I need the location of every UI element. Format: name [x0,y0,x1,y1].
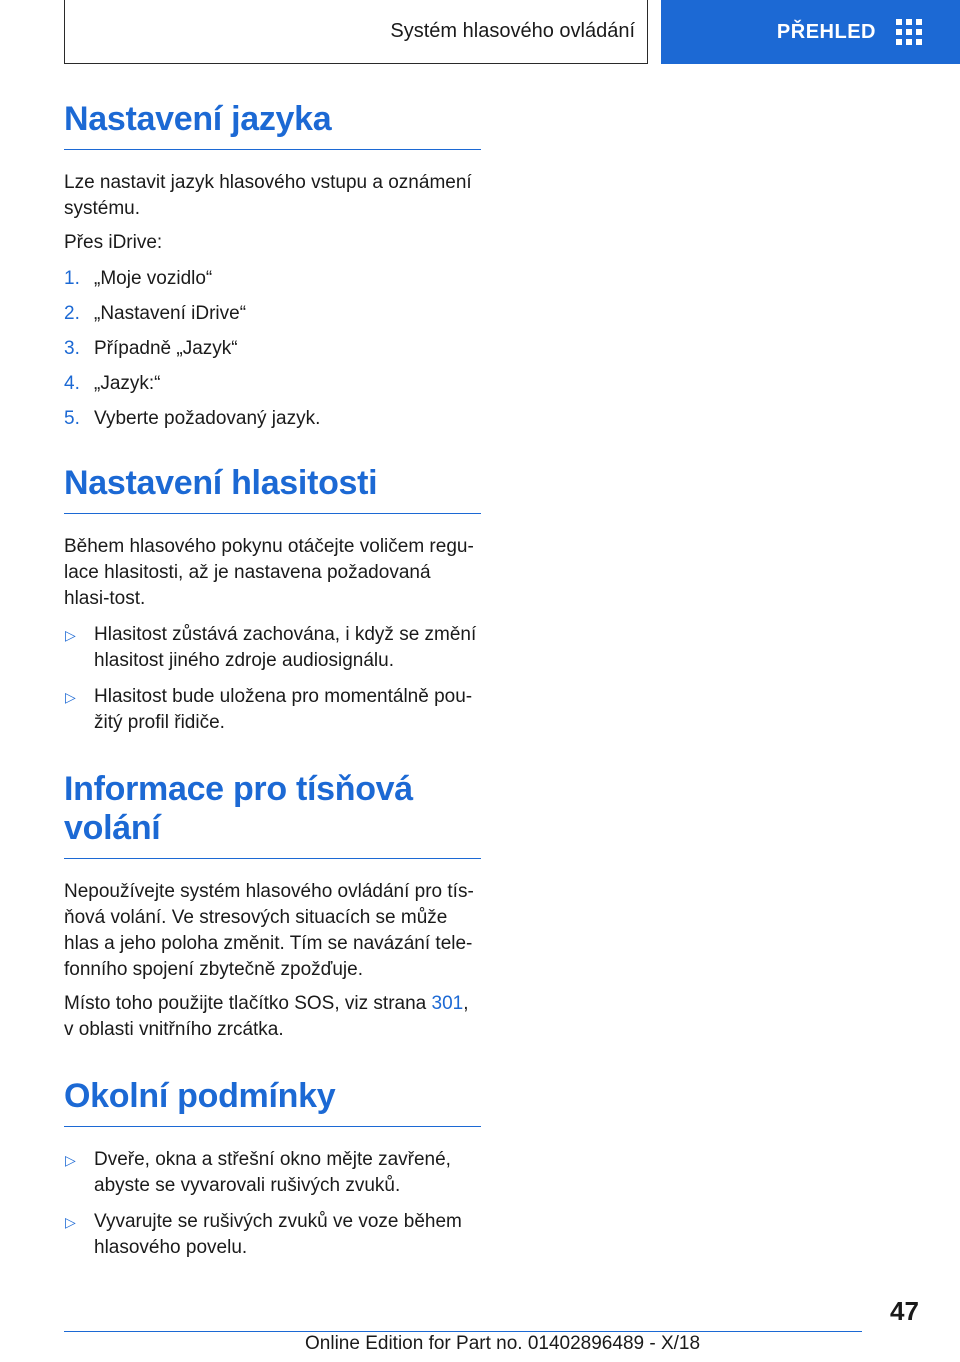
emergency-body: Nepoužívejte systém hlasového ovládání pro tís-ňová volání. Ve stresových situacích se může hlas a jeho poloha změnit. Tím se navázání tele-fonního spojení zbytečně zpožďuje. [64,881,474,980]
step-number: 2. [64,303,80,324]
step-text: „Jazyk:“ [94,373,161,394]
list-item [64,301,481,327]
step-text: Vyberte požadovaný jazyk. [94,408,321,429]
step-number: 4. [64,373,80,394]
triangle-bullet-icon: ▷ [65,689,76,705]
language-intro: Lze nastavit jazyk hlasového vstupu a oznámení systému. [64,172,472,219]
list-item [64,406,481,432]
page-content [64,100,481,1271]
step-number: 1. [64,268,80,289]
environment-bullets [64,1147,481,1261]
step-text: „Moje vozidlo“ [94,268,213,289]
triangle-bullet-icon: ▷ [65,1214,76,1230]
section-environment [64,1077,481,1261]
list-item [64,266,481,292]
language-steps [64,266,481,432]
bullet-text: Hlasitost bude uložena pro momentálně pou-žitý profil řidiče. [94,686,473,733]
step-number: 5. [64,408,80,429]
volume-body: Během hlasového pokynu otáčejte voličem regu-lace hlasitosti, až je nastavena požadovaná hlasi-tost. [64,536,474,609]
overview-tab[interactable] [661,0,960,64]
triangle-bullet-icon: ▷ [65,1152,76,1168]
bullet-text: Dveře, okna a střešní okno mějte zavřené, abyste se vyvarovali rušivých zvuků. [94,1149,451,1196]
section-language [64,100,481,432]
sos-suffix: , v oblasti vnitřního zrcátka. [64,993,469,1040]
grid-icon [896,19,922,45]
bullet-text: Hlasitost zůstává zachována, i když se změní hlasitost jiného zdroje audiosignálu. [94,624,477,671]
list-item [64,371,481,397]
volume-bullets [64,622,481,736]
list-item [64,622,481,674]
footer-edition: Online Edition for Part no. 01402896489 - X/18 [305,1333,701,1354]
list-item [64,336,481,362]
overview-tab-label: PŘEHLED [776,20,876,43]
chapter-title: Systém hlasového ovládání [390,20,635,42]
step-text: „Nastavení iDrive“ [94,303,247,324]
page-number: 47 [890,1296,919,1326]
list-item [64,1209,481,1261]
section-emergency [64,770,481,1043]
section-heading-volume: Nastavení hlasitosti [64,464,481,514]
language-via: Přes iDrive: [64,232,163,253]
emergency-sos-note [64,991,481,1043]
page-link-301[interactable]: 301 [431,993,464,1014]
triangle-bullet-icon: ▷ [65,627,76,643]
bullet-text: Vyvarujte se rušivých zvuků ve voze během hlasového povelu. [94,1211,462,1258]
list-item [64,684,481,736]
step-text: Případně „Jazyk“ [94,338,238,359]
step-number: 3. [64,338,80,359]
section-heading-emergency: Informace pro tísňová volání [64,770,481,859]
sos-prefix: Místo toho použijte tlačítko SOS, viz strana [64,993,432,1014]
section-heading-environment: Okolní podmínky [64,1077,481,1127]
chapter-header [64,0,648,64]
footer-divider [64,1331,862,1332]
list-item [64,1147,481,1199]
section-heading-language: Nastavení jazyka [64,100,481,150]
section-volume [64,464,481,736]
